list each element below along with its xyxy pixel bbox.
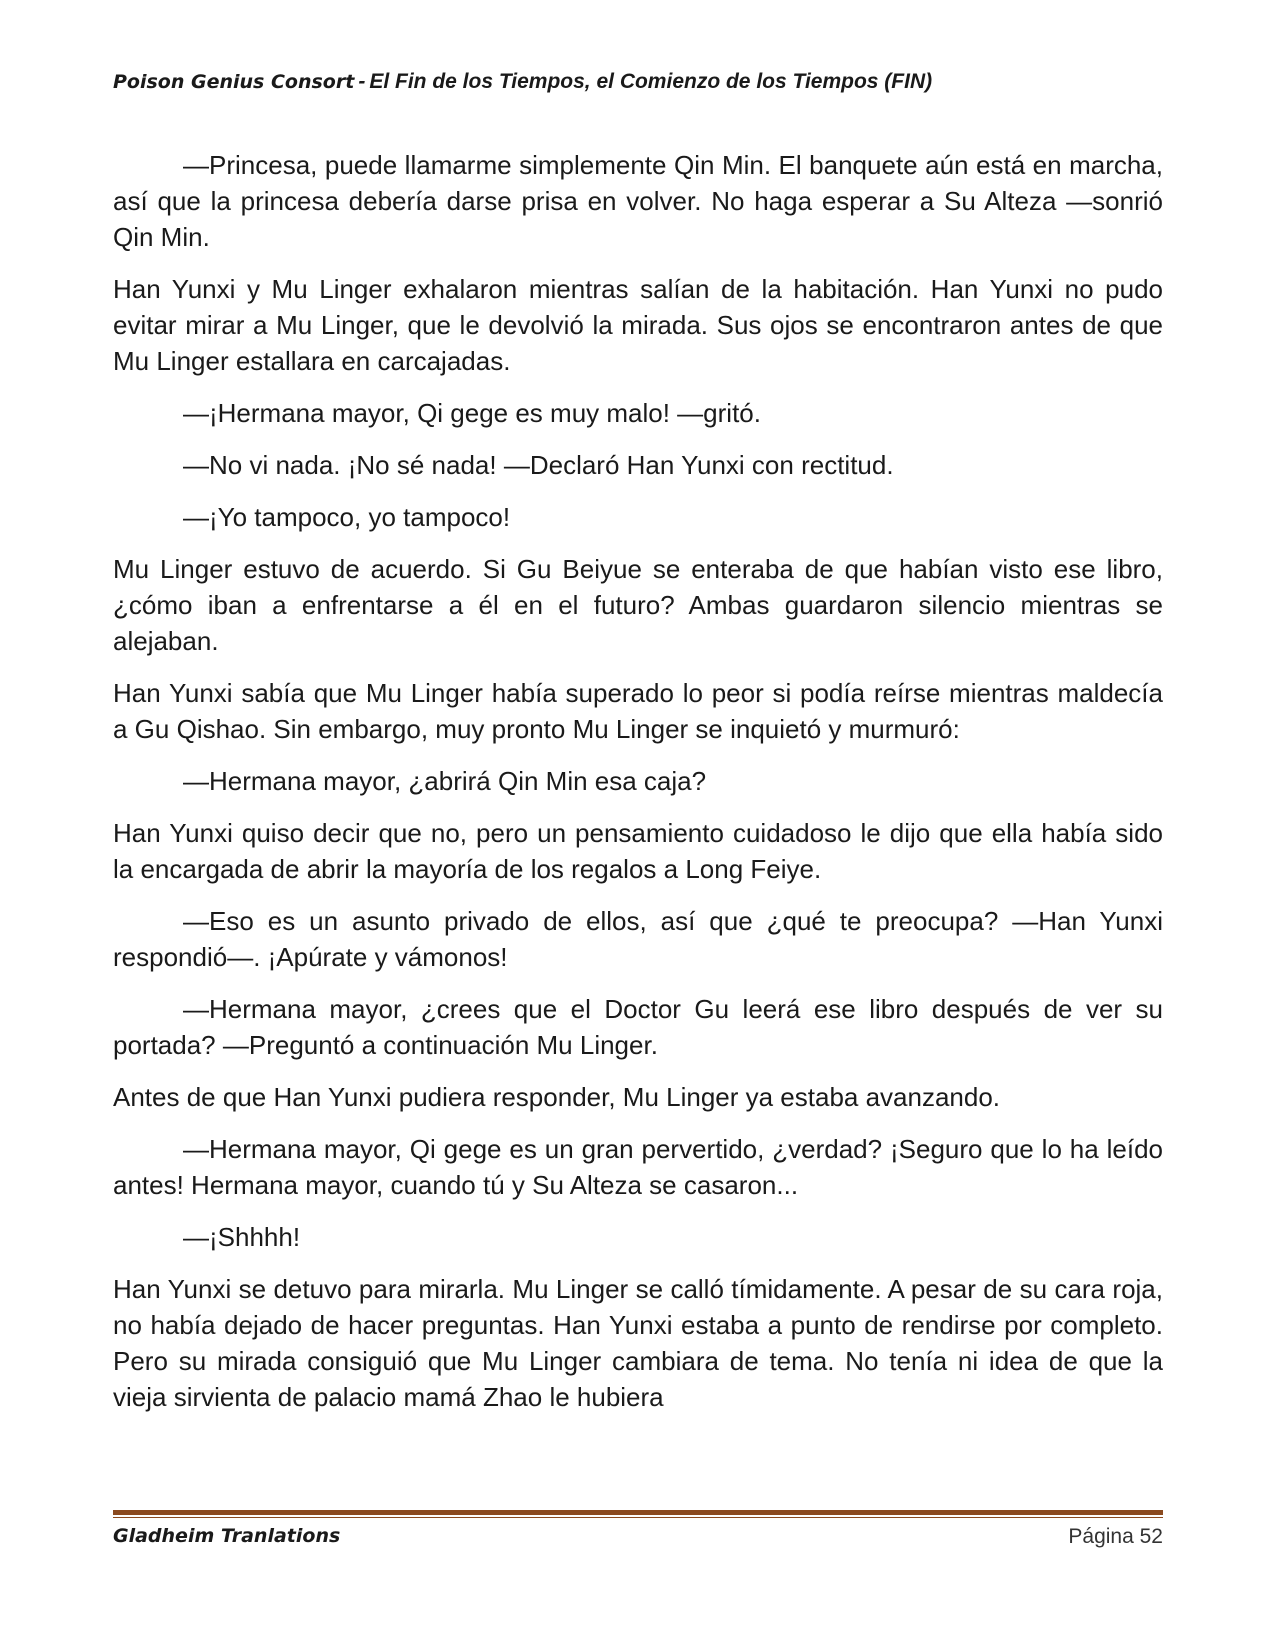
page-number: Página 52 [1068,1525,1163,1548]
paragraph-dialogue: —Hermana mayor, ¿abrirá Qin Min esa caja? [183,766,707,796]
footer-divider-thick [113,1510,1163,1515]
paragraph-narration: Antes de que Han Yunxi pudiera responder, Mu Linger ya estaba avanzando. [113,1082,1001,1112]
paragraph-narration: Han Yunxi sabía que Mu Linger había superado lo peor si podía reírse mientras maldecía a Gu Qishao. Sin embargo, muy pronto Mu Linger se inquietó y murmuró: [113,678,1163,744]
paragraph-dialogue: —¡Hermana mayor, Qi gege es muy malo! —gritó. [183,398,761,428]
paragraph-narration: Han Yunxi quiso decir que no, pero un pensamiento cuidadoso le dijo que ella había sido la encargada de abrir la mayoría de los regalos a Long Feiye. [113,818,1163,884]
page-header [113,70,1163,94]
paragraph-dialogue: —Princesa, puede llamarme simplemente Qin Min. El banquete aún está en marcha, así que la princesa debería darse prisa en volver. No haga esperar a Su Alteza —sonrió Qin Min. [113,150,1163,252]
paragraph-dialogue: —Hermana mayor, Qi gege es un gran pervertido, ¿verdad? ¡Seguro que lo ha leído antes! Hermana mayor, cuando tú y Su Alteza se casaron... [113,1134,1163,1200]
footer-divider-thin [113,1517,1163,1518]
paragraph-dialogue: —Eso es un asunto privado de ellos, así que ¿qué te preocupa? —Han Yunxi respondió—. ¡Apúrate y vámonos! [113,906,1163,972]
paragraph-dialogue: —¡Yo tampoco, yo tampoco! [183,502,511,532]
paragraph-narration: Mu Linger estuvo de acuerdo. Si Gu Beiyue se enteraba de que habían visto ese libro, ¿cómo iban a enfrentarse a él en el futuro? Ambas guardaron silencio mientras se alejaban. [113,554,1163,656]
book-title: Poison Genius Consort [113,71,355,93]
document-body [113,147,1163,1431]
chapter-title: El Fin de los Tiempos, el Comienzo de los Tiempos (FIN) [369,70,933,93]
translator-credit: Gladheim Tranlations [113,1525,341,1547]
header-separator: - [358,70,366,93]
paragraph-narration: Han Yunxi y Mu Linger exhalaron mientras salían de la habitación. Han Yunxi no pudo evitar mirar a Mu Linger, que le devolvió la mirada. Sus ojos se encontraron antes de que Mu Linger estallara en carcajadas. [113,274,1163,376]
paragraph-dialogue: —No vi nada. ¡No sé nada! —Declaró Han Yunxi con rectitud. [183,450,894,480]
paragraph-dialogue: —Hermana mayor, ¿crees que el Doctor Gu leerá ese libro después de ver su portada? —Preguntó a continuación Mu Linger. [113,994,1163,1060]
paragraph-narration: Han Yunxi se detuvo para mirarla. Mu Linger se calló tímidamente. A pesar de su cara roja, no había dejado de hacer preguntas. Han Yunxi estaba a punto de rendirse por completo. Pero su mirada consiguió que Mu Linger cambiara de tema. No tenía ni idea de que la vieja sirvienta de palacio mamá Zhao le hubiera [113,1274,1163,1412]
footer-divider [113,1510,1163,1519]
paragraph-dialogue: —¡Shhhh! [183,1222,301,1252]
